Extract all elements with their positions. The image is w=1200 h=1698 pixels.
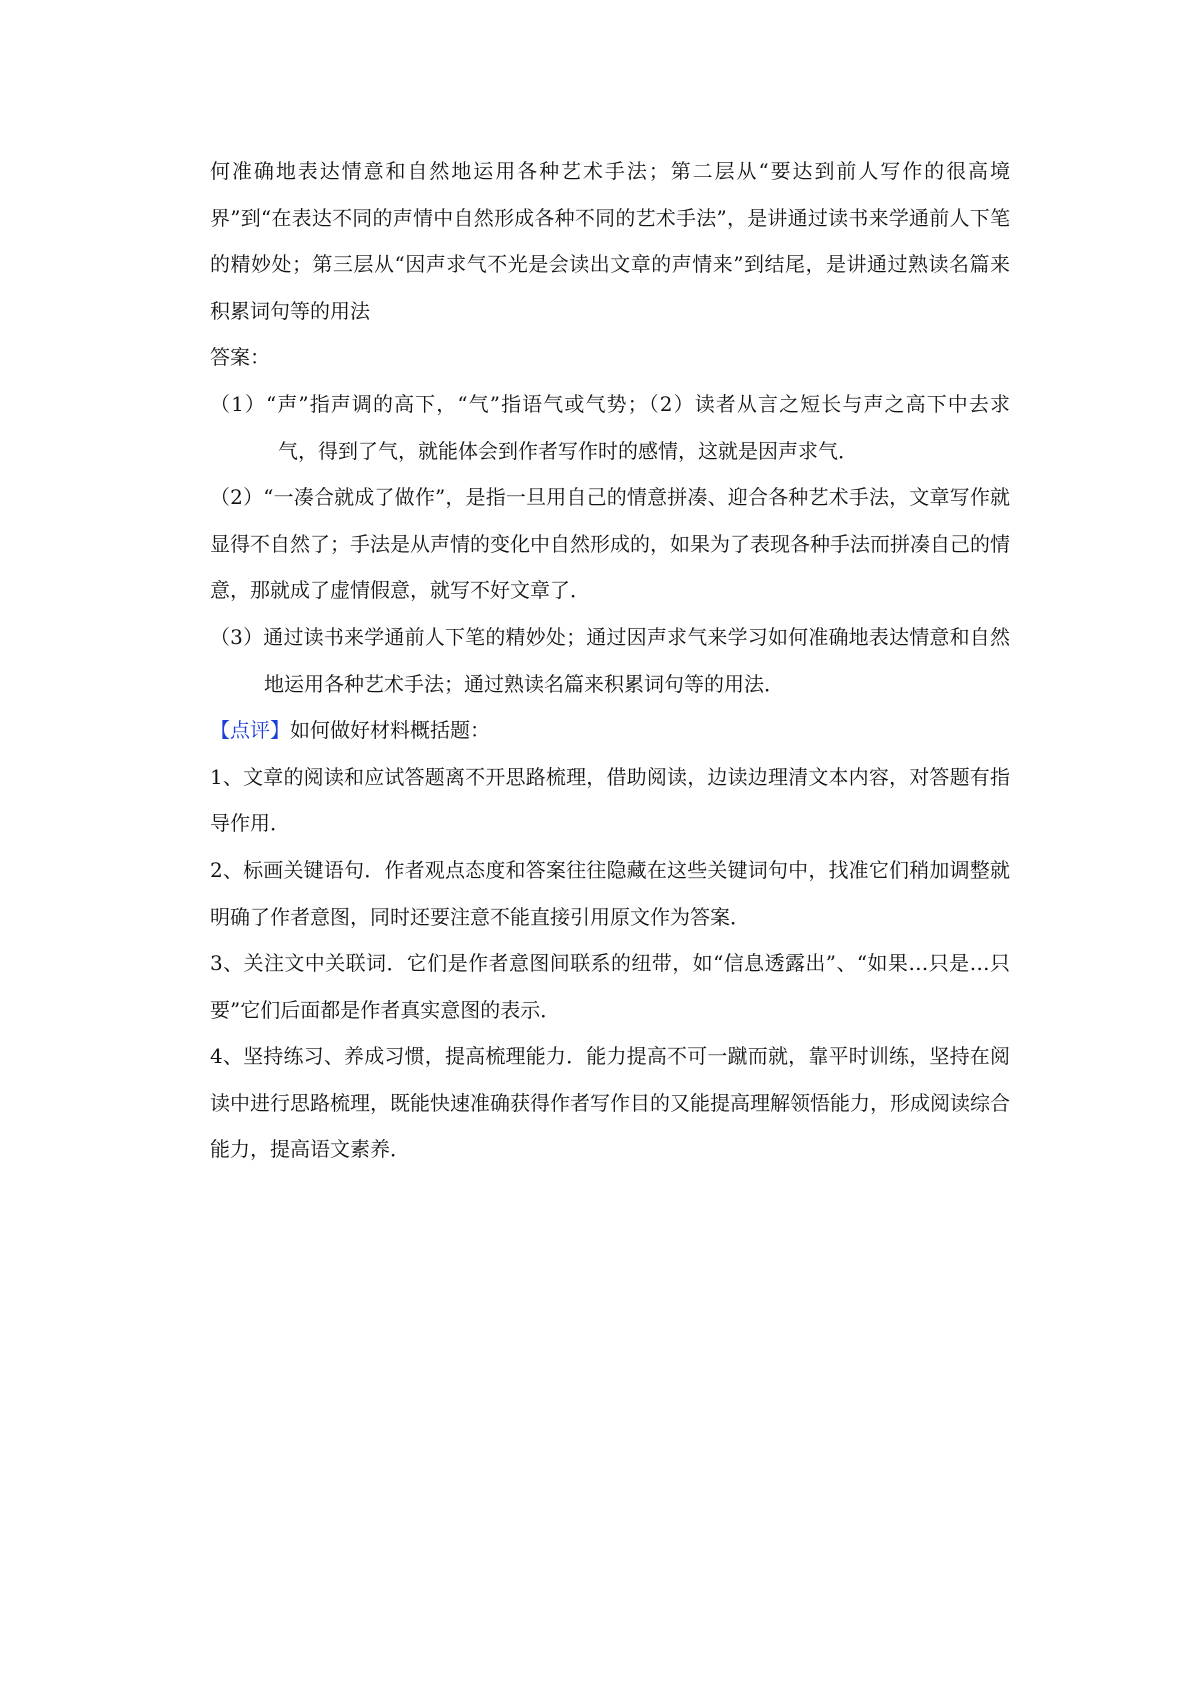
answer-1 bbox=[210, 381, 1010, 474]
answer-3-part-2: 地运用各种艺术手法；通过熟读名篇来积累词句等的用法． bbox=[264, 671, 784, 696]
answer-3-part-1: （3）通过读书来学通前人下笔的精妙处；通过因声求气来学习如何准确地表达情意和自然 bbox=[210, 624, 1010, 649]
tip-4: 4、坚持练习、养成习惯，提高梳理能力．能力提高不可一蹴而就，靠平时训练，坚持在阅读中进行思路梳理，既能快速准确获得作者写作目的又能提高理解领悟能力，形成阅读综合能力，提高语文素养． bbox=[210, 1044, 1010, 1162]
intro-paragraph: 何准确地表达情意和自然地运用各种艺术手法；第二层从“要达到前人写作的很高境界”到“在表达不同的声情中自然形成各种不同的艺术手法”，是讲通过读书来学通前人下笔的精妙处；第三层从“因声求气不光是会读出文章的声情来”到结尾，是讲通过熟读名篇来积累词句等的用法 bbox=[210, 159, 1010, 323]
tip-2: 2、标画关键语句．作者观点态度和答案往往隐藏在这些关键词句中，找准它们稍加调整就明确了作者意图，同时还要注意不能直接引用原文作为答案． bbox=[210, 857, 1010, 929]
answer-2: （2）“一凑合就成了做作”，是指一旦用自己的情意拼凑、迎合各种艺术手法，文章写作就显得不自然了；手法是从声情的变化中自然形成的，如果为了表现各种手法而拼凑自己的情意，那就成了虚情假意，就写不好文章了． bbox=[210, 485, 1010, 603]
review-tag: 【点评】 bbox=[210, 718, 290, 743]
answer-3 bbox=[210, 614, 1010, 707]
answer-1-part-2: 气，得到了气，就能体会到作者写作时的感情，这就是因声求气． bbox=[278, 438, 858, 463]
tip-1: 1、文章的阅读和应试答题离不开思路梳理，借助阅读，边读边理清文本内容，对答题有指导作用． bbox=[210, 764, 1010, 836]
review-title: 如何做好材料概括题： bbox=[290, 718, 490, 743]
document-body bbox=[210, 148, 1010, 1173]
answer-heading: 答案： bbox=[210, 345, 270, 370]
answer-1-part-1: （1）“声”指声调的高下，“气”指语气或气势；（2）读者从言之短长与声之高下中去求 bbox=[210, 391, 1010, 416]
tip-3: 3、关注文中关联词．它们是作者意图间联系的纽带，如“信息透露出”、“如果…只是…只要”它们后面都是作者真实意图的表示． bbox=[210, 951, 1010, 1022]
review-heading bbox=[210, 707, 1010, 754]
